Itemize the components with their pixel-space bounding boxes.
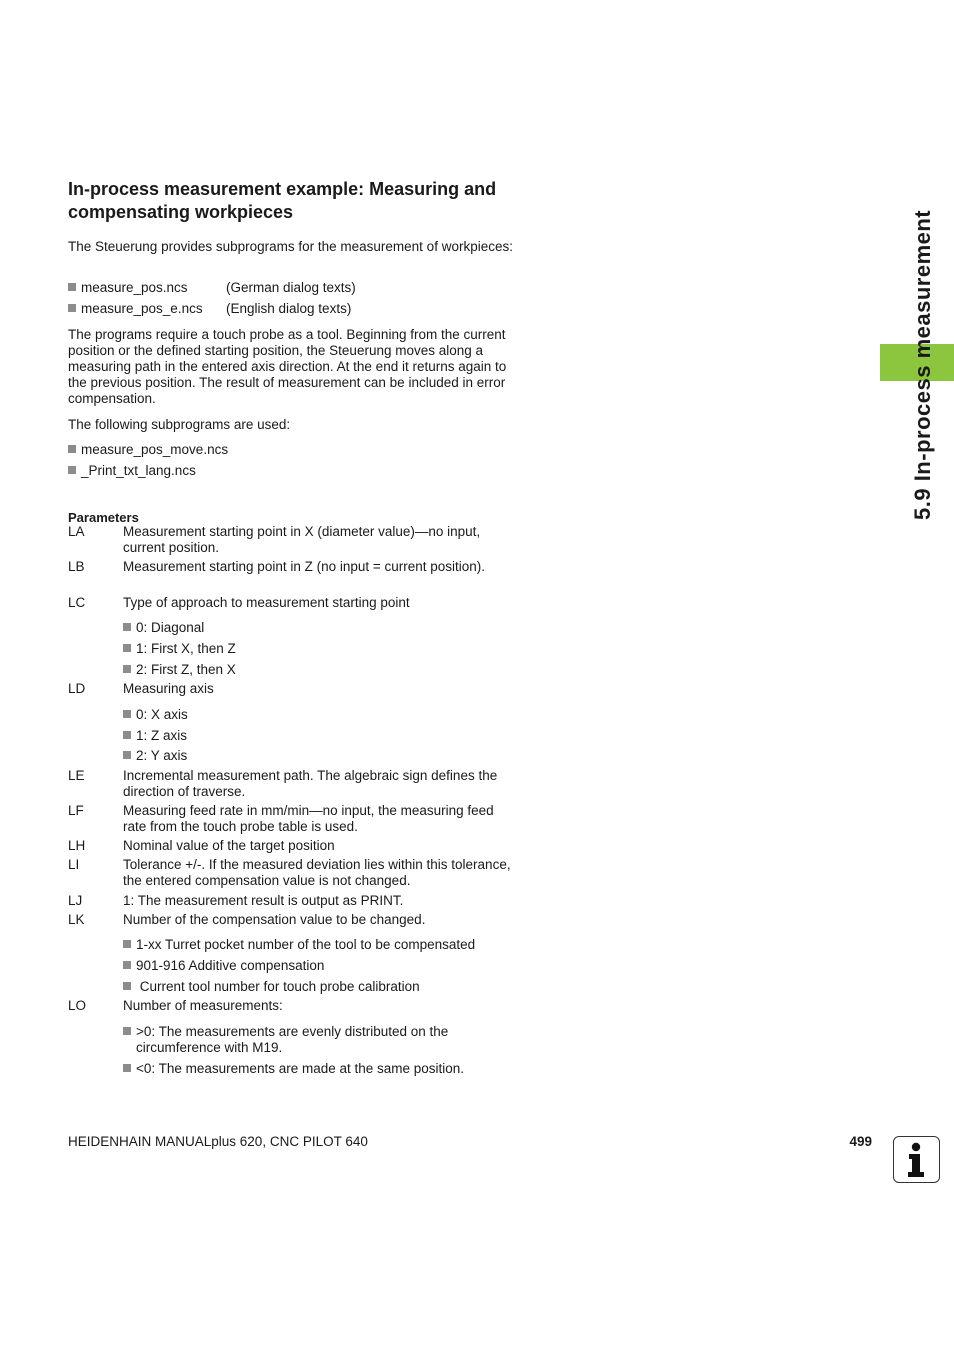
program-desc: (English dialog texts) xyxy=(226,301,352,316)
bullet-square-icon xyxy=(123,623,131,631)
option-item: >0: The measurements are evenly distributed on the circumference with M19. xyxy=(123,1024,516,1056)
param-code: LE xyxy=(68,768,85,783)
param-desc: Number of measurements: xyxy=(123,998,283,1013)
list-item xyxy=(68,301,351,317)
parameters-heading: Parameters xyxy=(68,510,139,525)
program-desc: (German dialog texts) xyxy=(226,280,356,295)
intro-text: The Steuerung provides subprograms for the measurement of workpieces: xyxy=(68,239,513,254)
option-item: Current tool number for touch probe calibration xyxy=(123,979,420,995)
bullet-square-icon xyxy=(123,751,131,759)
bullet-square-icon xyxy=(123,1027,131,1035)
bullet-square-icon xyxy=(123,731,131,739)
option-item: 0: Diagonal xyxy=(123,620,204,636)
bullet-square-icon xyxy=(68,445,76,453)
footer-manual-title: HEIDENHAIN MANUALplus 620, CNC PILOT 640 xyxy=(68,1134,368,1149)
param-code: LB xyxy=(68,559,85,574)
bullet-square-icon xyxy=(123,665,131,673)
bullet-square-icon xyxy=(68,466,76,474)
param-code: LK xyxy=(68,912,85,927)
param-desc: Measuring axis xyxy=(123,681,214,696)
bullet-square-icon xyxy=(123,961,131,969)
param-code: LA xyxy=(68,524,85,539)
param-desc: Incremental measurement path. The algebraic sign defines the direction of traverse. xyxy=(123,768,498,799)
param-desc: Number of the compensation value to be changed. xyxy=(123,912,426,927)
info-glyph xyxy=(894,1137,938,1181)
param-desc: Measurement starting point in X (diameter value)—no input, current position. xyxy=(123,524,481,555)
program-file: measure_pos.ncs xyxy=(81,280,188,295)
bullet-square-icon xyxy=(68,283,76,291)
bullet-square-icon xyxy=(123,940,131,948)
param-desc: Measuring feed rate in mm/min—no input, the measuring feed rate from the touch probe table is used. xyxy=(123,803,494,834)
param-code: LI xyxy=(68,857,80,872)
param-code: LH xyxy=(68,838,86,853)
param-code: LJ xyxy=(68,893,83,908)
info-icon xyxy=(893,1136,940,1183)
subprogram-file: _Print_txt_lang.ncs xyxy=(81,463,196,478)
param-code: LO xyxy=(68,998,87,1013)
option-item: 1-xx Turret pocket number of the tool to be compensated xyxy=(123,937,475,953)
option-item: 0: X axis xyxy=(123,707,188,723)
option-item: 2: First Z, then X xyxy=(123,662,236,678)
param-desc: Measurement starting point in Z (no input = current position). xyxy=(123,559,486,574)
section-side-title: 5.9 In-process measurement xyxy=(910,209,935,520)
page-number: 499 xyxy=(849,1134,872,1149)
param-code: LC xyxy=(68,595,86,610)
param-code: LD xyxy=(68,681,86,696)
bullet-square-icon xyxy=(123,644,131,652)
param-desc: Tolerance +/-. If the measured deviation lies within this tolerance, the entered compensation value is not changed. xyxy=(123,857,511,888)
option-item: 1: First X, then Z xyxy=(123,641,236,657)
program-file: measure_pos_e.ncs xyxy=(81,301,203,316)
subprograms-intro: The following subprograms are used: xyxy=(68,417,291,432)
list-item xyxy=(68,280,356,296)
list-item xyxy=(68,442,228,458)
description-text: The programs require a touch probe as a tool. Beginning from the current position or the defined starting position, the Steuerung moves along a measuring path in the entered axis direction. At the end it returns again to the previous position. The result of measurement can be included in error compensation. xyxy=(68,327,507,406)
bullet-square-icon xyxy=(123,982,131,990)
option-item: <0: The measurements are made at the same position. xyxy=(123,1061,464,1077)
option-item: 1: Z axis xyxy=(123,728,187,744)
bullet-square-icon xyxy=(123,1064,131,1072)
bullet-square-icon xyxy=(68,304,76,312)
param-code: LF xyxy=(68,803,84,818)
option-item: 901-916 Additive compensation xyxy=(123,958,324,974)
bullet-square-icon xyxy=(123,710,131,718)
subprogram-file: measure_pos_move.ncs xyxy=(81,442,229,457)
param-desc: 1: The measurement result is output as PRINT. xyxy=(123,893,404,908)
page-heading: In-process measurement example: Measuring and compensating workpieces xyxy=(68,179,497,222)
param-desc: Type of approach to measurement starting point xyxy=(123,595,410,610)
list-item xyxy=(68,463,196,479)
param-desc: Nominal value of the target position xyxy=(123,838,335,853)
option-item: 2: Y axis xyxy=(123,748,187,764)
